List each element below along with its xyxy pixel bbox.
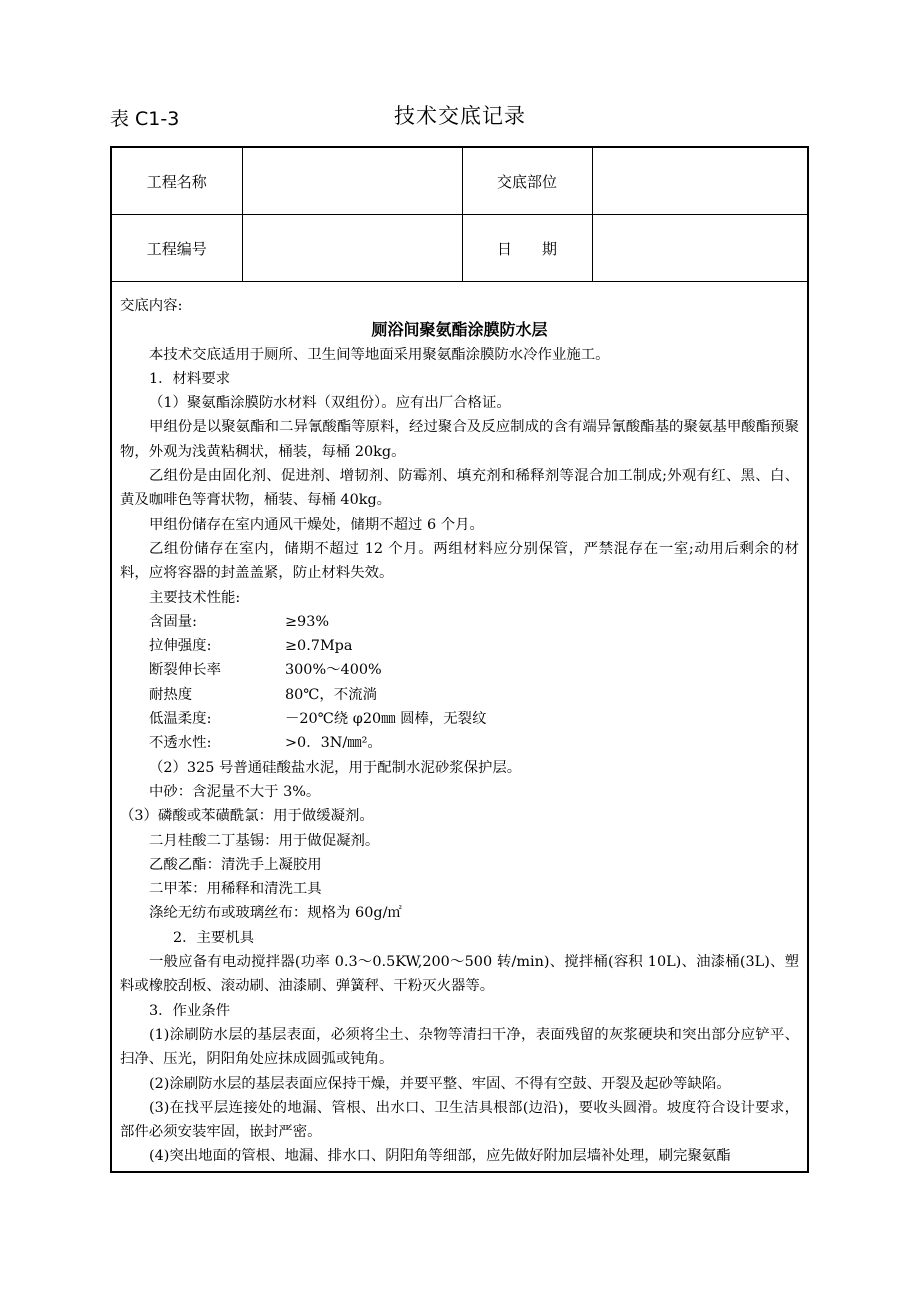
spec-row bbox=[149, 731, 799, 755]
content-label: 交底内容: bbox=[120, 298, 183, 314]
content-subtitle: 厕浴间聚氨酯涂膜防水层 bbox=[371, 320, 548, 340]
section-1-title: 1．材料要求 bbox=[149, 370, 231, 387]
section-2-title: 2．主要机具 bbox=[173, 929, 255, 946]
spec-key: 不透水性: bbox=[149, 735, 212, 752]
spec-list bbox=[120, 610, 799, 756]
location-label: 交底部位 bbox=[462, 148, 592, 215]
spec-key: 含固量: bbox=[149, 613, 198, 630]
condition-3: (3)在找平层连接处的地漏、管根、出水口、卫生洁具根部(边沿)，要收头圆滑。坡度符合设计要求，部件必须安装牢固，嵌封严密。 bbox=[120, 1099, 799, 1141]
spec-key: 耐热度 bbox=[149, 686, 193, 703]
spec-key: 断裂伸长率 bbox=[149, 662, 221, 679]
tools-description: 一般应备有电动搅拌器(功率 0.3～0.5KW,200～500 转/min)、搅拌桶(容积 10L)、油漆桶(3L)、塑料或橡胶刮板、滚动刷、油漆刷、弹簧秤、干粉灭火器等。 bbox=[120, 954, 799, 995]
performance-title: 主要技术性能: bbox=[149, 589, 241, 606]
table-row bbox=[112, 148, 807, 215]
material-item-2: （2）325 号普通硅酸盐水泥，用于配制水泥砂浆保护层。 bbox=[149, 759, 522, 776]
material-item-3: （3）磷酸或苯磺酰氯：用于做缓凝剂。 bbox=[120, 808, 374, 825]
date-field[interactable] bbox=[592, 215, 807, 282]
document-title: 技术交底记录 bbox=[394, 104, 526, 128]
spec-row bbox=[149, 683, 799, 707]
location-field[interactable] bbox=[592, 148, 807, 215]
component-b-storage: 乙组份储存在室内，储期不超过 12 个月。两组材料应分别保管，严禁混存在一室;动用后剩余的材料，应将容器的封盖盖紧，防止材料失效。 bbox=[120, 540, 799, 582]
condition-2: (2)涂刷防水层的基层表面应保持干燥，并要平整、牢固、不得有空鼓、开裂及起砂等缺陷。 bbox=[149, 1075, 731, 1092]
ethyl-acetate-spec: 乙酸乙酯：清洗手上凝胶用 bbox=[149, 856, 322, 873]
spec-value: 300%～400% bbox=[285, 662, 382, 679]
spec-row bbox=[149, 658, 799, 682]
project-no-label: 工程编号 bbox=[112, 215, 242, 282]
condition-4: (4)突出地面的管根、地漏、排水口、阴阳角等细部，应先做好附加层墙补处理，刷完聚氨酯 bbox=[149, 1148, 731, 1165]
table-row bbox=[112, 215, 807, 282]
spec-row bbox=[149, 634, 799, 658]
spec-value: －20℃绕 φ20㎜ 圆棒，无裂纹 bbox=[285, 711, 487, 728]
catalyst-spec: 二月桂酸二丁基锡：用于做促凝剂。 bbox=[149, 832, 380, 849]
project-no-field[interactable] bbox=[242, 215, 462, 282]
project-info-table bbox=[112, 148, 807, 282]
intro-text: 本技术交底适用于厕所、卫生间等地面采用聚氨酯涂膜防水冷作业施工。 bbox=[149, 346, 610, 363]
date-label: 日 期 bbox=[462, 215, 592, 282]
form-code: 表 C1-3 bbox=[110, 108, 180, 130]
spec-row bbox=[149, 610, 799, 634]
sand-spec: 中砂：含泥量不大于 3%。 bbox=[149, 783, 321, 800]
component-b-description: 乙组份是由固化剂、促进剂、增韧剂、防霉剂、填充剂和稀释剂等混合加工制成;外观有红、黑、白、黄及咖啡色等膏状物，桶装、每桶 40kg。 bbox=[120, 468, 799, 509]
section-3-title: 3．作业条件 bbox=[149, 1002, 231, 1019]
xylene-spec: 二甲苯：用稀释和清洗工具 bbox=[149, 881, 322, 898]
material-item-1: （1）聚氨酯涂膜防水材料（双组份）。应有出厂合格证。 bbox=[149, 395, 511, 412]
spec-value: >0．3N/㎜²。 bbox=[285, 735, 382, 752]
project-name-field[interactable] bbox=[242, 148, 462, 215]
condition-1: (1)涂刷防水层的基层表面，必须将尘土、杂物等清扫干净，表面残留的灰浆硬块和突出部分应铲平、扫净、压光，阴阳角处应抹成圆弧或钝角。 bbox=[120, 1026, 799, 1068]
spec-key: 拉伸强度: bbox=[149, 638, 212, 655]
spec-value: ≥0.7Mpa bbox=[285, 638, 353, 655]
record-form bbox=[110, 146, 809, 1173]
component-a-storage: 甲组份储存在室内通风干燥处，储期不超过 6 个月。 bbox=[149, 516, 484, 533]
spec-key: 低温柔度: bbox=[149, 711, 212, 728]
spec-value: 80℃，不流淌 bbox=[285, 686, 377, 703]
disclosure-content bbox=[112, 282, 807, 1169]
fabric-spec: 涤纶无纺布或玻璃丝布：规格为 60g/㎡ bbox=[149, 905, 402, 922]
document-header bbox=[110, 100, 810, 134]
spec-row bbox=[149, 707, 799, 731]
project-name-label: 工程名称 bbox=[112, 148, 242, 215]
component-a-description: 甲组份是以聚氨酯和二异氰酸酯等原料，经过聚合及反应制成的含有端异氰酸酯基的聚氨基甲酸酯预聚物，外观为浅黄粘稠状，桶装，每桶 20kg。 bbox=[120, 419, 799, 460]
spec-value: ≥93% bbox=[285, 613, 330, 630]
